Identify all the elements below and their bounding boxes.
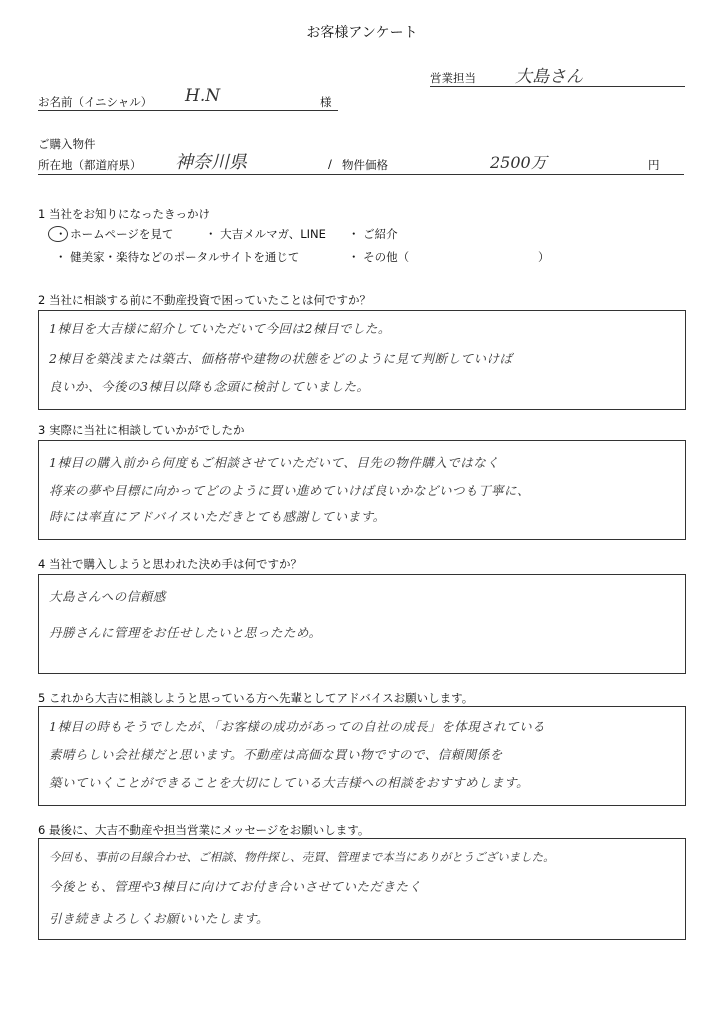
q1-option-referral: ・ ご紹介 <box>348 227 398 241</box>
q1-option-mailmag: ・ 大吉メルマガ、LINE <box>205 227 326 241</box>
q3-answer-line: 時には率直にアドバイスいただきとても感謝しています。 <box>49 509 386 524</box>
q3-answer-box <box>38 440 686 540</box>
q3-question: 3 実際に当社に相談していかがでしたか <box>38 423 245 437</box>
q1-option-homepage: ・ ホームページを見て <box>55 227 174 241</box>
page-title: お客様アンケート <box>306 25 418 41</box>
q1-option-portal: ・ 健美家・楽待などのポータルサイトを通じて <box>55 250 300 264</box>
q4-question: 4 当社で購入しようと思われた決め手は何ですか？ <box>38 557 302 571</box>
q4-answer-line: 丹勝さんに管理をお任せしたいと思ったため。 <box>49 625 322 640</box>
q6-answer-line: 今後とも、管理や3棟目に向けてお付き合いさせていただきたく <box>49 879 422 894</box>
q3-answer-line: 将来の夢や目標に向かってどのように買い進めていけば良いかなどいつも丁寧に、 <box>49 483 531 498</box>
q4-answer-line: 大島さんへの信頼感 <box>49 589 166 604</box>
q4-answer-box <box>38 574 686 674</box>
price-value: 2500万 <box>490 153 547 172</box>
property-underline <box>38 174 684 175</box>
q5-answer-line: 築いていくことができることを大切にしている大吉様への相談をおすすめします。 <box>49 775 530 790</box>
sales-rep-value: 大島さん <box>515 67 583 87</box>
q1-option-other: ・ その他（ <box>348 250 410 264</box>
price-label: 物件価格 <box>342 158 388 172</box>
q6-answer-line: 引き続きよろしくお願いいたします。 <box>49 911 270 926</box>
customer-name-suffix: 様 <box>320 95 332 109</box>
customer-name-underline <box>38 110 338 111</box>
customer-name-label: お名前（イニシャル） <box>38 95 153 109</box>
q2-answer-line: 2棟目を築浅または築古、価格帯や建物の状態をどのように見て判断していけば <box>49 351 513 366</box>
q5-answer-line: 素晴らしい会社様だと思います。不動産は高価な買い物ですので、信頼関係を <box>49 747 503 762</box>
q5-question: 5 これから大吉に相談しようと思っている方へ先輩としてアドバイスお願いします。 <box>38 691 474 705</box>
q1-question: 1 当社をお知りになったきっかけ <box>38 207 210 221</box>
location-value: 神奈川県 <box>175 152 247 173</box>
q6-question: 6 最後に、大吉不動産や担当営業にメッセージをお願いします。 <box>38 823 370 837</box>
q2-question: 2 当社に相談する前に不動産投資で困っていたことは何ですか？ <box>38 293 371 307</box>
q5-answer-box <box>38 706 686 806</box>
q6-answer-line: 今回も、事前の目線合わせ、ご相談、物件探し、売買、管理まで本当にありがとうございました。 <box>49 850 555 864</box>
q1-option-other-close: ） <box>538 250 550 264</box>
sales-rep-label: 営業担当 <box>430 71 476 85</box>
price-unit: 円 <box>648 158 660 172</box>
location-label: 所在地（都道府県） <box>38 158 142 172</box>
q3-answer-line: 1棟目の購入前から何度もご相談させていただいて、目先の物件購入ではなく <box>49 455 500 470</box>
q2-answer-line: 1棟目を大吉様に紹介していただいて今回は2棟目でした。 <box>49 321 391 336</box>
property-section-label: ご購入物件 <box>38 137 96 151</box>
customer-name-value: H.N <box>185 86 221 106</box>
q2-answer-box <box>38 310 686 410</box>
q2-answer-line: 良いか、今後の3棟目以降も念頭に検討していました。 <box>49 379 370 394</box>
q5-answer-line: 1棟目の時もそうでしたが、「お客様の成功があっての自社の成長」を体現されている <box>49 719 546 734</box>
property-slash: / <box>328 157 332 171</box>
q6-answer-box <box>38 838 686 940</box>
